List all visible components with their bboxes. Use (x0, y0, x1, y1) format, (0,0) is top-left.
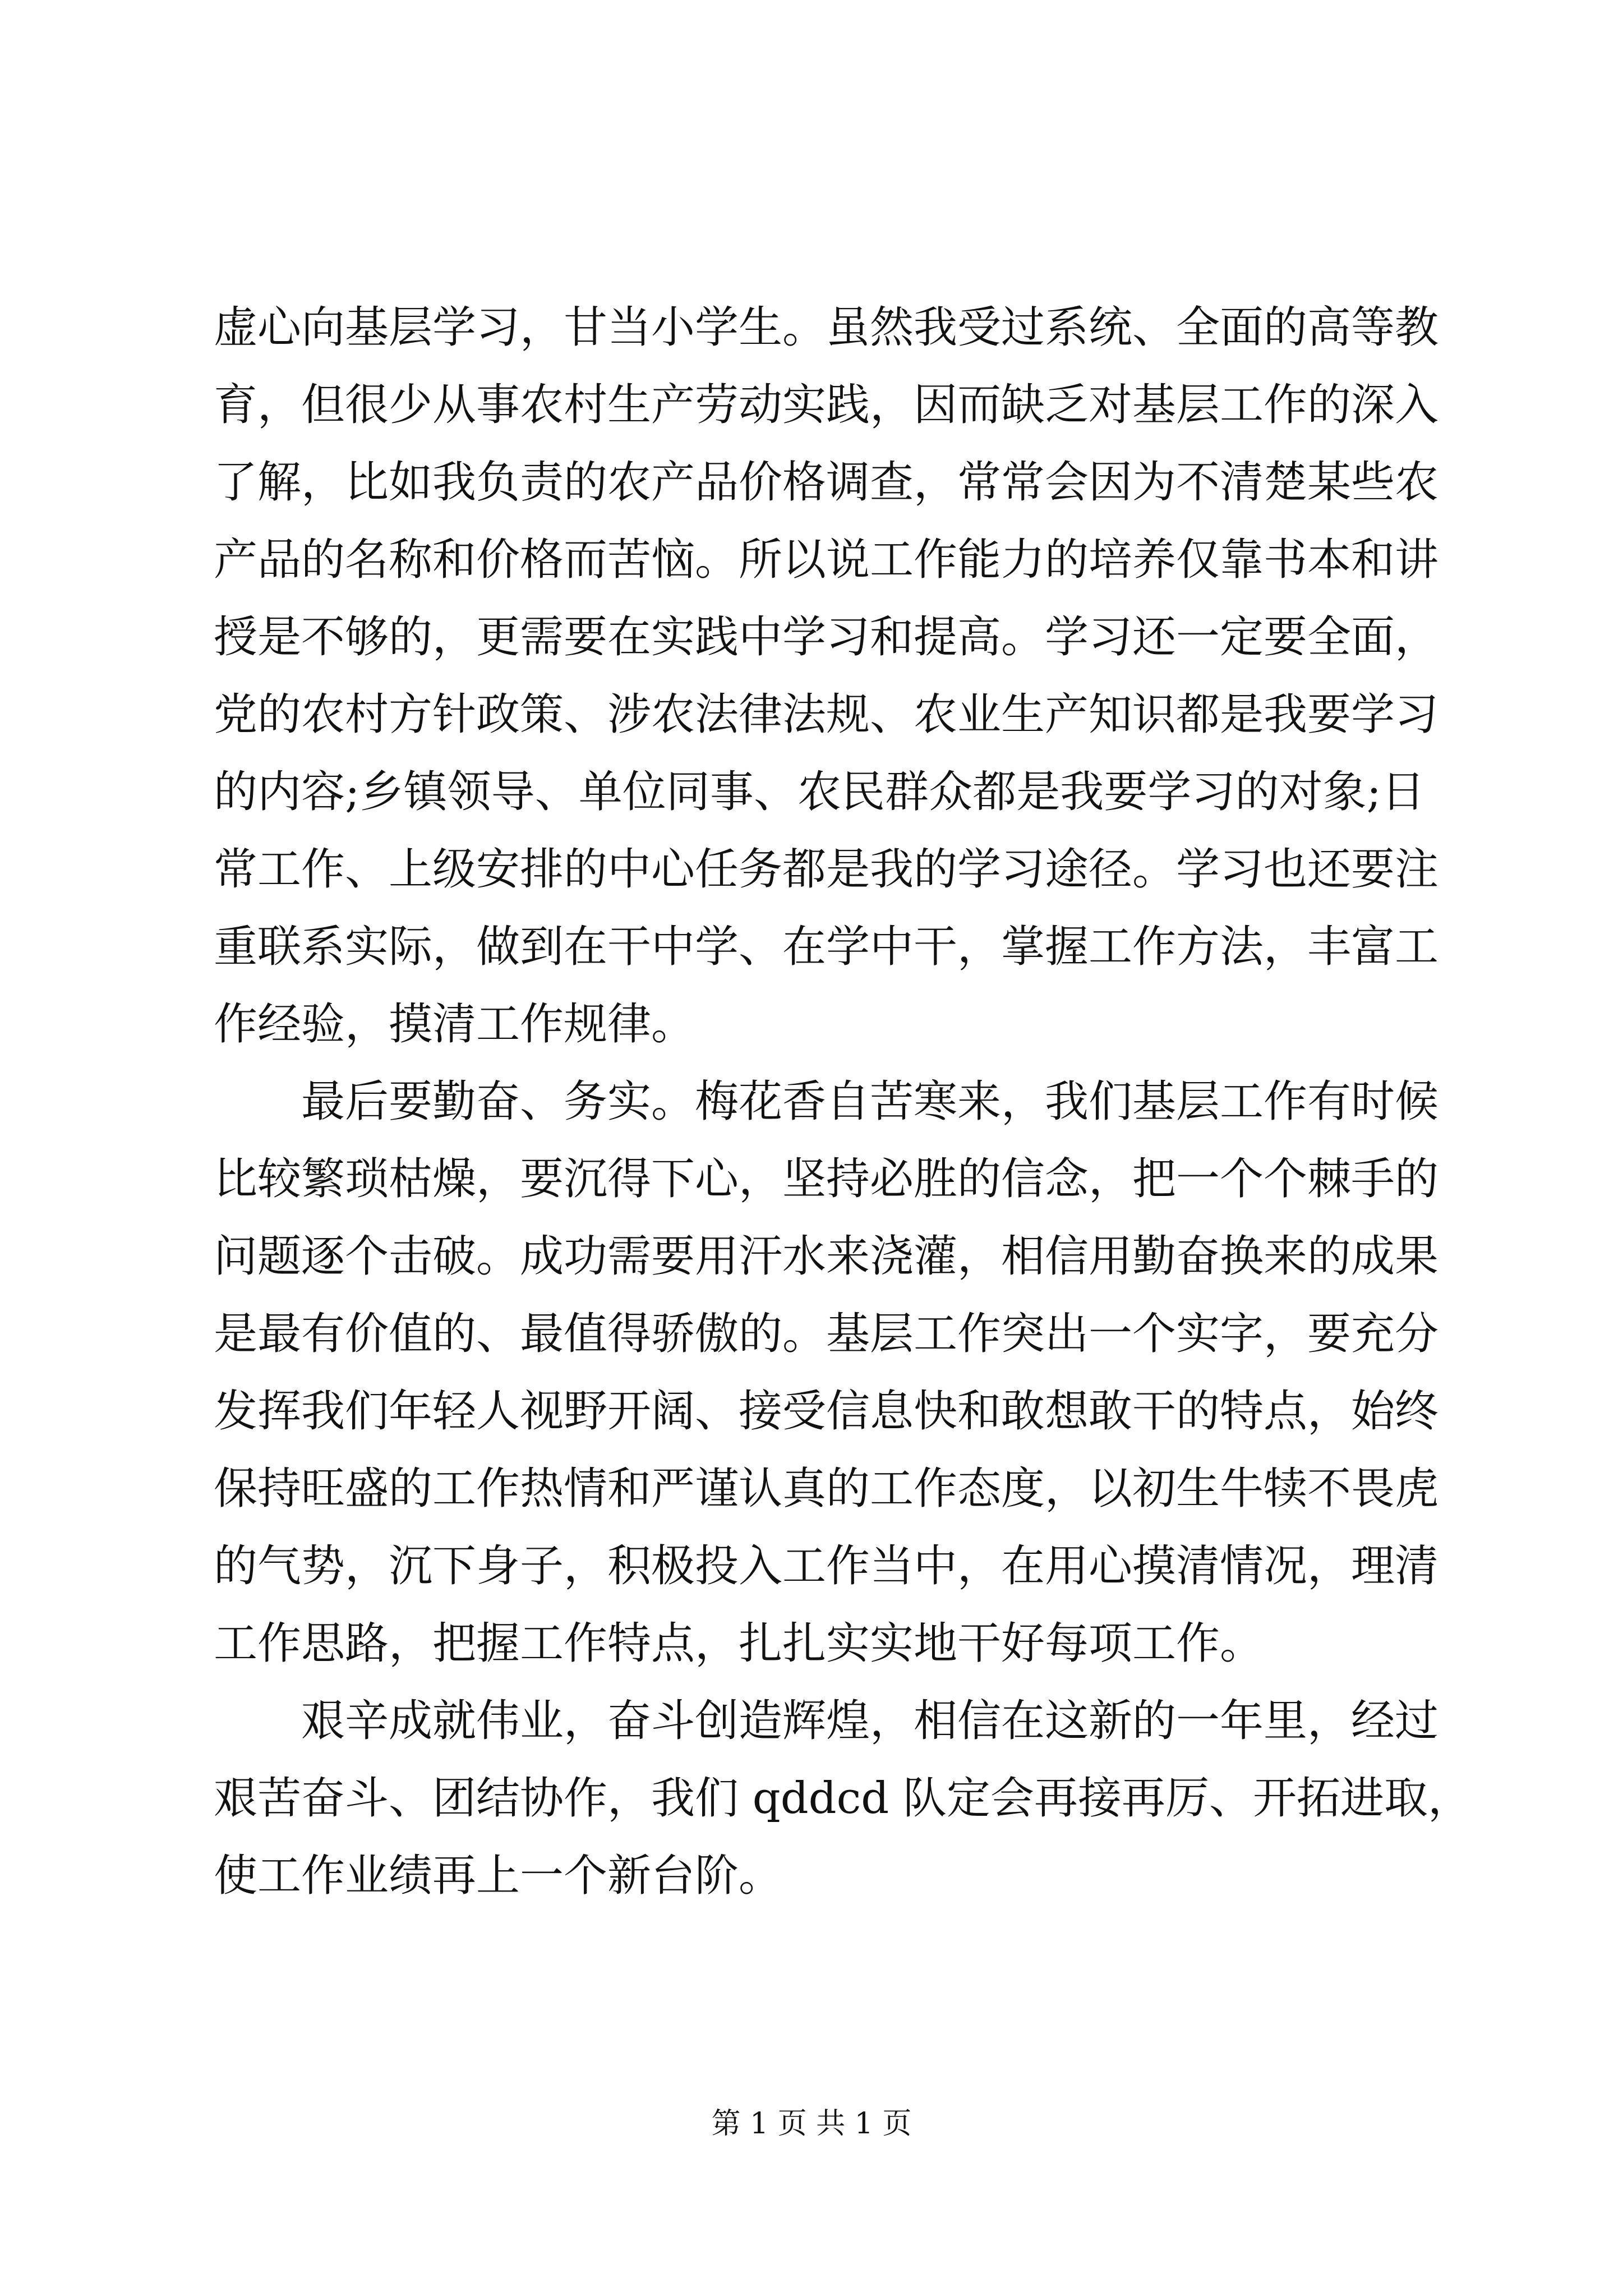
text-line: 育，但很少从事农村生产劳动实践，因而缺乏对基层工作的深入 (214, 380, 1439, 430)
page-footer: 第 1 页 共 1 页 (711, 2107, 912, 2141)
paragraph-diligence (214, 1063, 1439, 1682)
text-line: 作经验，摸清工作规律。 (214, 999, 695, 1050)
text-line: 重联系实际，做到在干中学、在学中干，掌握工作方法，丰富工 (214, 922, 1439, 972)
text-line: 比较繁琐枯燥，要沉得下心，坚持必胜的信念，把一个个棘手的 (214, 1154, 1439, 1204)
text-line: 授是不够的，更需要在实践中学习和提高。学习还一定要全面， (214, 612, 1439, 662)
text-line: 保持旺盛的工作热情和严谨认真的工作态度，以初生牛犊不畏虎 (214, 1464, 1439, 1514)
text-line: 虚心向基层学习，甘当小学生。虽然我受过系统、全面的高等教 (214, 302, 1439, 353)
text-line: 艰苦奋斗、团结协作，我们 qddcd 队定会再接再厉、开拓进取， (214, 1773, 1472, 1824)
document-body (214, 289, 1472, 1915)
text-line: 了解，比如我负责的农产品价格调查，常常会因为不清楚某些农 (214, 457, 1439, 508)
text-line: 最后要勤奋、务实。梅花香自苦寒来，我们基层工作有时候 (301, 1076, 1439, 1127)
text-line: 的气势，沉下身子，积极投入工作当中，在用心摸清情况，理清 (214, 1541, 1439, 1591)
paragraph-study (214, 289, 1439, 1063)
paragraph-conclusion (214, 1682, 1472, 1915)
text-line: 常工作、上级安排的中心任务都是我的学习途径。学习也还要注 (214, 844, 1439, 895)
text-line: 发挥我们年轻人视野开阔、接受信息快和敢想敢干的特点，始终 (214, 1386, 1439, 1437)
text-line: 是最有价值的、最值得骄傲的。基层工作突出一个实字，要充分 (214, 1309, 1439, 1359)
text-line: 使工作业绩再上一个新台阶。 (214, 1851, 783, 1901)
text-line: 的内容;乡镇领导、单位同事、农民群众都是我要学习的对象;日 (214, 767, 1425, 817)
text-line: 问题逐个击破。成功需要用汗水来浇灌，相信用勤奋换来的成果 (214, 1231, 1439, 1282)
text-line: 党的农村方针政策、涉农法律法规、农业生产知识都是我要学习 (214, 689, 1439, 740)
text-line: 艰辛成就伟业，奋斗创造辉煌，相信在这新的一年里，经过 (301, 1696, 1439, 1746)
text-line: 产品的名称和价格而苦恼。所以说工作能力的培养仅靠书本和讲 (214, 535, 1439, 585)
text-line: 工作思路，把握工作特点，扎扎实实地干好每项工作。 (214, 1618, 1264, 1669)
